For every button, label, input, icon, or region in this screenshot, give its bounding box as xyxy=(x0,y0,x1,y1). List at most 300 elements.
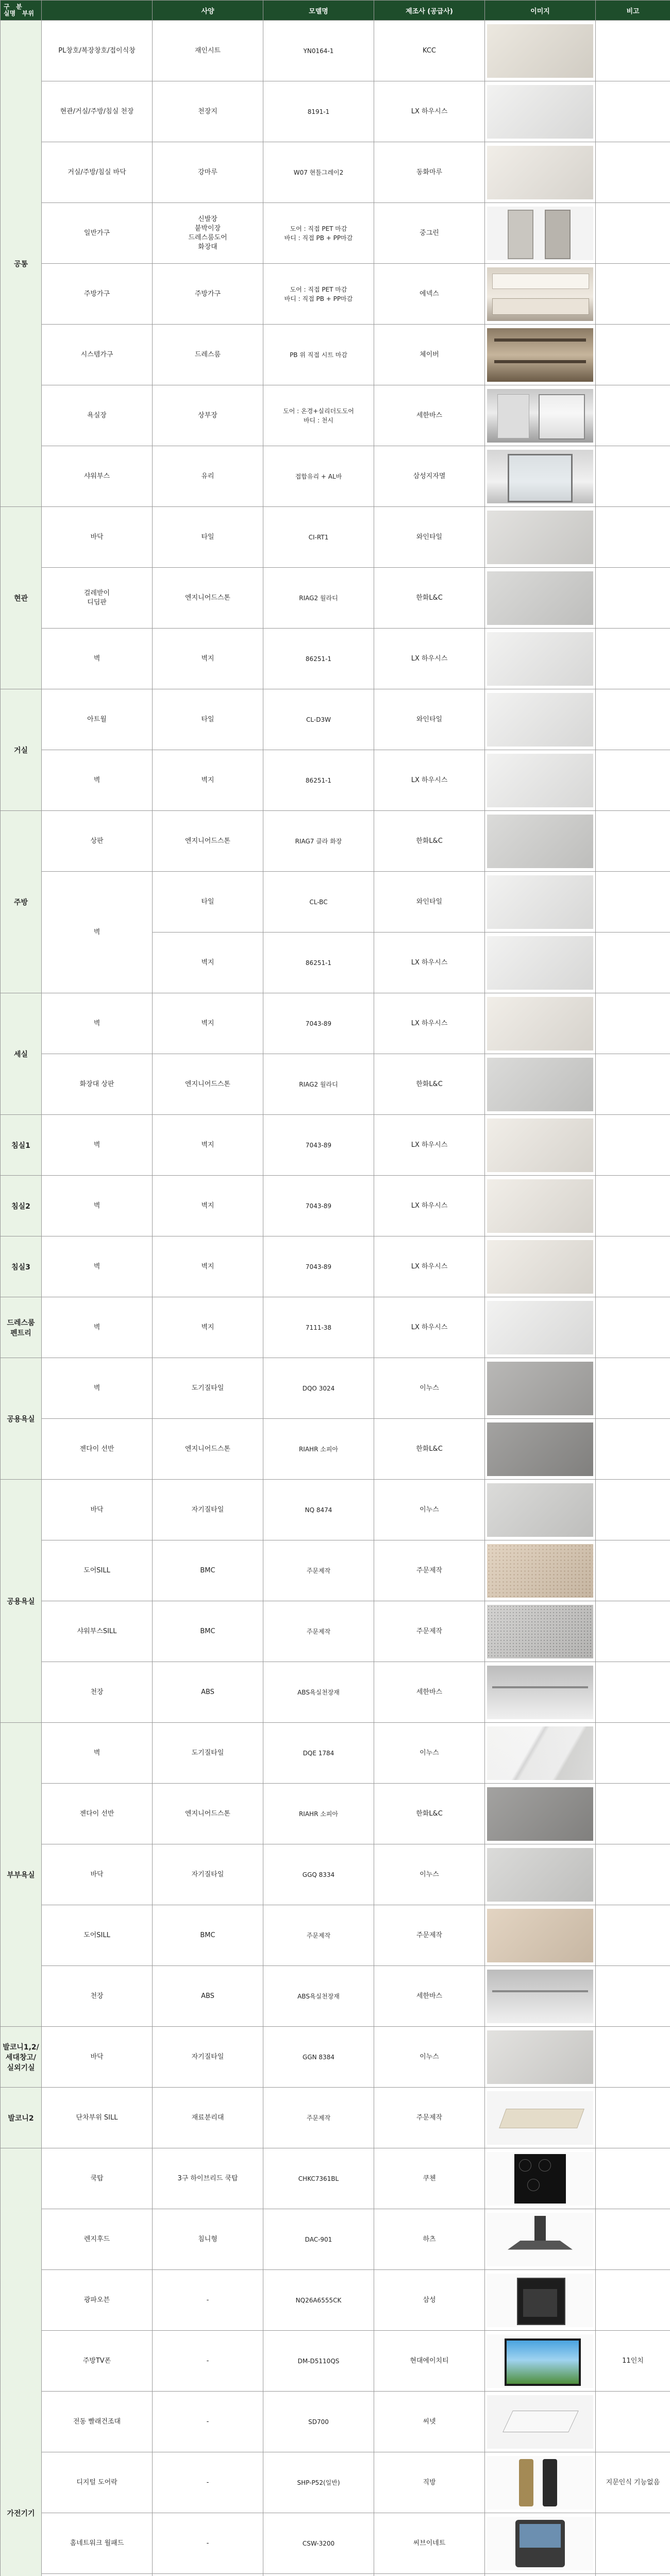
table-row xyxy=(1,1540,670,1601)
image-cell xyxy=(485,1358,596,1419)
material-swatch xyxy=(487,997,593,1050)
hood-icon xyxy=(487,2213,593,2266)
material-swatch xyxy=(487,815,593,868)
model-cell: CI-RT1 xyxy=(263,507,374,568)
part-cell: 벽 xyxy=(42,750,153,811)
part-cell: 벽 xyxy=(42,1115,153,1176)
spec-cell: 재인시트 xyxy=(153,21,263,81)
spec-cell: BMC xyxy=(153,1601,263,1662)
spec-cell: 엔지니어드스톤 xyxy=(153,568,263,629)
table-row xyxy=(1,507,670,568)
note-cell xyxy=(596,2392,670,2452)
part-cell: 상판 xyxy=(42,811,153,872)
note-cell xyxy=(596,1480,670,1540)
model-cell: 도어 : 직접 PET 마감 바디 : 직접 PB + PP마감 xyxy=(263,264,374,325)
model-cell: ABS욕실천장재 xyxy=(263,1662,374,1723)
image-cell xyxy=(485,2331,596,2392)
part-cell: 욕실장 xyxy=(42,385,153,446)
spec-cell: 자기질타일 xyxy=(153,2027,263,2088)
spec-cell: 벽지 xyxy=(153,750,263,811)
part-cell: 바닥 xyxy=(42,507,153,568)
table-row xyxy=(1,2392,670,2452)
part-cell: 거실/주방/침실 바닥 xyxy=(42,142,153,203)
material-swatch xyxy=(487,571,593,625)
material-swatch xyxy=(487,1544,593,1598)
material-swatch xyxy=(487,1362,593,1415)
spec-cell: - xyxy=(153,2270,263,2331)
note-cell xyxy=(596,142,670,203)
note-cell xyxy=(596,2574,670,2576)
note-cell xyxy=(596,1844,670,1905)
table-row xyxy=(1,1297,670,1358)
table-row xyxy=(1,203,670,264)
note-cell xyxy=(596,1966,670,2027)
spec-cell: 벽지 xyxy=(153,1297,263,1358)
material-swatch xyxy=(487,1240,593,1294)
image-cell xyxy=(485,1115,596,1176)
material-swatch xyxy=(487,875,593,929)
material-swatch xyxy=(487,1118,593,1172)
model-cell: RIAG2 월라디 xyxy=(263,1054,374,1115)
image-cell xyxy=(485,1054,596,1115)
note-cell xyxy=(596,933,670,993)
note-cell xyxy=(596,1176,670,1236)
table-row xyxy=(1,1358,670,1419)
note-cell xyxy=(596,81,670,142)
image-cell xyxy=(485,2574,596,2576)
part-cell: 벽 xyxy=(42,1358,153,1419)
spec-cell: 천장지 xyxy=(153,81,263,142)
model-cell: 주문제작 xyxy=(263,2088,374,2148)
model-cell: 7043-89 xyxy=(263,1176,374,1236)
spec-cell: 벽지 xyxy=(153,993,263,1054)
note-cell xyxy=(596,1723,670,1784)
spec-cell: 드레스룸 xyxy=(153,325,263,385)
part-cell: 도어SILL xyxy=(42,1540,153,1601)
maker-cell: 쿠첸 xyxy=(374,2148,485,2209)
model-cell: RIAG7 클라 화장 xyxy=(263,811,374,872)
note-cell xyxy=(596,1297,670,1358)
note-cell xyxy=(596,1419,670,1480)
note-cell xyxy=(596,1115,670,1176)
note-cell xyxy=(596,750,670,811)
model-cell: DQE 1784 xyxy=(263,1723,374,1784)
note-cell xyxy=(596,325,670,385)
maker-cell: LX 하우시스 xyxy=(374,1176,485,1236)
note-cell xyxy=(596,2209,670,2270)
table-row xyxy=(1,629,670,689)
image-cell xyxy=(485,142,596,203)
spec-cell: BMC xyxy=(153,1905,263,1966)
image-cell xyxy=(485,2513,596,2574)
material-swatch xyxy=(487,1483,593,1537)
material-swatch xyxy=(487,1726,593,1780)
maker-cell: 주문제작 xyxy=(374,2088,485,2148)
note-cell xyxy=(596,2513,670,2574)
model-cell: NQ 8474 xyxy=(263,1480,374,1540)
maker-cell: 씨넷 xyxy=(374,2392,485,2452)
image-cell xyxy=(485,1480,596,1540)
part-cell: 도어SILL xyxy=(42,1905,153,1966)
table-row xyxy=(1,2574,670,2576)
note-cell xyxy=(596,2270,670,2331)
material-swatch xyxy=(487,1301,593,1354)
image-cell xyxy=(485,2088,596,2148)
space-cell: 드레스룸 펜트리 xyxy=(1,1297,42,1358)
model-cell: RIAHR 소피아 xyxy=(263,1784,374,1844)
note-cell xyxy=(596,1784,670,1844)
image-cell xyxy=(485,750,596,811)
part-cell: 디지털 도어락 xyxy=(42,2452,153,2513)
maker-cell: 와인타일 xyxy=(374,872,485,933)
material-swatch xyxy=(487,24,593,78)
image-cell xyxy=(485,203,596,264)
material-swatch xyxy=(487,2030,593,2084)
part-cell: 벽 xyxy=(42,1297,153,1358)
spec-cell: - xyxy=(153,2452,263,2513)
maker-cell: 직방 xyxy=(374,2452,485,2513)
header-note: 비고 xyxy=(596,1,670,21)
space-cell: 공용욕실 xyxy=(1,1358,42,1480)
material-swatch xyxy=(487,511,593,564)
maker-cell: 한화L&C xyxy=(374,811,485,872)
model-cell: 86251-1 xyxy=(263,750,374,811)
table-row xyxy=(1,2331,670,2392)
space-cell: 침실3 xyxy=(1,1236,42,1297)
spec-cell: - xyxy=(153,2331,263,2392)
image-cell xyxy=(485,689,596,750)
space-cell: 공통 xyxy=(1,21,42,507)
table-row xyxy=(1,750,670,811)
table-row xyxy=(1,2209,670,2270)
spec-cell: ABS xyxy=(153,1966,263,2027)
part-cell: 천장 xyxy=(42,1966,153,2027)
table-row xyxy=(1,689,670,750)
spec-table-body xyxy=(1,21,670,2576)
table-row xyxy=(1,872,670,933)
note-cell xyxy=(596,1662,670,1723)
model-cell: W07 현틀그레이2 xyxy=(263,142,374,203)
table-row xyxy=(1,1905,670,1966)
part-cell: 화장대 상판 xyxy=(42,1054,153,1115)
maker-cell: 삼성 xyxy=(374,2270,485,2331)
maker-cell: 에넥스 xyxy=(374,264,485,325)
vent-icon xyxy=(487,2395,593,2449)
maker-cell: 한화L&C xyxy=(374,568,485,629)
header-maker: 제조사 (공급사) xyxy=(374,1,485,21)
space-cell: 발코니1,2/ 세대창고/ 실외기실 xyxy=(1,2027,42,2088)
material-swatch xyxy=(487,146,593,199)
lock-icon xyxy=(487,2456,593,2510)
spec-cell: 엔지니어드스톤 xyxy=(153,811,263,872)
table-row xyxy=(1,446,670,507)
spec-cell: 주방가구 xyxy=(153,264,263,325)
header-corner-2: 분 xyxy=(16,3,22,10)
spec-cell: 엔지니어드스톤 xyxy=(153,1419,263,1480)
spec-cell: 벽지 xyxy=(153,1236,263,1297)
table-row xyxy=(1,1236,670,1297)
image-cell xyxy=(485,1540,596,1601)
spec-cell: 엔지니어드스톤 xyxy=(153,1054,263,1115)
spec-cell: 엔지니어드스톤 xyxy=(153,1784,263,1844)
table-row xyxy=(1,1115,670,1176)
tv-icon xyxy=(487,2334,593,2388)
maker-cell: LX 하우시스 xyxy=(374,1236,485,1297)
cooktop-icon xyxy=(487,2152,593,2206)
part-cell: 일반가구 xyxy=(42,203,153,264)
header-space: 실명 xyxy=(4,10,16,17)
maker-cell: LX 하우시스 xyxy=(374,993,485,1054)
spec-cell: 강마루 xyxy=(153,142,263,203)
ceil2-icon xyxy=(487,1666,593,1719)
table-row xyxy=(1,568,670,629)
material-swatch xyxy=(487,1787,593,1841)
spec-cell: 도기질타일 xyxy=(153,1723,263,1784)
space-cell: 거실 xyxy=(1,689,42,811)
space-cell: 가전기기 xyxy=(1,2148,42,2576)
material-swatch xyxy=(487,1058,593,1111)
model-cell: CL-D3W xyxy=(263,689,374,750)
part-cell: PL창호/복장창호/접이식창 xyxy=(42,21,153,81)
image-cell xyxy=(485,1966,596,2027)
model-cell: CL-BC xyxy=(263,872,374,933)
maker-cell: 한화L&C xyxy=(374,1419,485,1480)
maker-cell: 세한바스 xyxy=(374,1662,485,1723)
note-cell xyxy=(596,203,670,264)
shower-icon xyxy=(487,450,593,503)
maker-cell: 하츠 xyxy=(374,2209,485,2270)
image-cell xyxy=(485,1905,596,1966)
part-cell: 젠다이 선반 xyxy=(42,1419,153,1480)
door-icon xyxy=(487,207,593,260)
note-cell: 11인치 xyxy=(596,2331,670,2392)
header-space-part xyxy=(1,1,42,21)
model-cell: GGQ 8334 xyxy=(263,1844,374,1905)
model-cell: YN0164-1 xyxy=(263,21,374,81)
maker-cell xyxy=(374,2574,485,2576)
maker-cell: 씨브이네트 xyxy=(374,2513,485,2574)
table-row xyxy=(1,993,670,1054)
maker-cell: 주문제작 xyxy=(374,1905,485,1966)
part-cell: 벽 xyxy=(42,1723,153,1784)
maker-cell: 세한바스 xyxy=(374,385,485,446)
model-cell: DM-D5110QS xyxy=(263,2331,374,2392)
part-cell: 벽 xyxy=(42,872,153,993)
maker-cell: 와인타일 xyxy=(374,507,485,568)
table-row xyxy=(1,1601,670,1662)
maker-cell: LX 하우시스 xyxy=(374,81,485,142)
wallpad-icon xyxy=(487,2517,593,2570)
maker-cell: 현대에이치티 xyxy=(374,2331,485,2392)
spec-cell: 상부장 xyxy=(153,385,263,446)
image-cell xyxy=(485,933,596,993)
table-row xyxy=(1,325,670,385)
part-cell: 걸레받이 디딤판 xyxy=(42,568,153,629)
image-cell xyxy=(485,1297,596,1358)
table-row xyxy=(1,1844,670,1905)
image-cell xyxy=(485,629,596,689)
table-row xyxy=(1,1419,670,1480)
part-cell: 주방TV폰 xyxy=(42,2331,153,2392)
oven-icon xyxy=(487,2274,593,2327)
sill-icon xyxy=(487,2091,593,2145)
part-cell: 시스템가구 xyxy=(42,325,153,385)
note-cell xyxy=(596,872,670,933)
model-cell: SD700 xyxy=(263,2392,374,2452)
note-cell xyxy=(596,507,670,568)
space-cell: 주방 xyxy=(1,811,42,993)
spec-cell: ABS xyxy=(153,1662,263,1723)
image-cell xyxy=(485,81,596,142)
material-swatch xyxy=(487,1179,593,1233)
header-spec: 사양 xyxy=(153,1,263,21)
model-cell: 주문제작 xyxy=(263,1601,374,1662)
part-cell: 렌지후드 xyxy=(42,2209,153,2270)
material-swatch xyxy=(487,1909,593,1962)
header-row xyxy=(1,1,670,21)
dress-icon xyxy=(487,328,593,382)
note-cell xyxy=(596,2027,670,2088)
space-cell: 발코니2 xyxy=(1,2088,42,2148)
material-swatch xyxy=(487,632,593,686)
model-cell: CHKC7361BL xyxy=(263,2148,374,2209)
ceil2-icon xyxy=(487,1970,593,2023)
image-cell xyxy=(485,325,596,385)
spec-cell: 벽지 xyxy=(153,629,263,689)
model-cell: 주문제작 xyxy=(263,1540,374,1601)
maker-cell: 이누스 xyxy=(374,1844,485,1905)
image-cell xyxy=(485,2148,596,2209)
maker-cell: LX 하우시스 xyxy=(374,750,485,811)
note-cell xyxy=(596,385,670,446)
maker-cell: 삼성지자멸 xyxy=(374,446,485,507)
model-cell: 7043-89 xyxy=(263,1236,374,1297)
part-cell: 단차부위 SILL xyxy=(42,2088,153,2148)
model-cell: ABS욕실천장재 xyxy=(263,1966,374,2027)
note-cell xyxy=(596,21,670,81)
spec-cell: 타일 xyxy=(153,507,263,568)
model-cell: 7043-89 xyxy=(263,993,374,1054)
material-swatch xyxy=(487,1848,593,1902)
model-cell: 도어 : 온경+실리더도도어 바디 : 천시 xyxy=(263,385,374,446)
material-swatch xyxy=(487,754,593,807)
maker-cell: 주문제작 xyxy=(374,1601,485,1662)
image-cell xyxy=(485,1723,596,1784)
spec-cell: 유리 xyxy=(153,446,263,507)
table-row xyxy=(1,2270,670,2331)
maker-cell: 한화L&C xyxy=(374,1054,485,1115)
maker-cell: KCC xyxy=(374,21,485,81)
model-cell: DAC-901 xyxy=(263,2209,374,2270)
maker-cell: 와인타일 xyxy=(374,689,485,750)
spec-cell: 3구 하이브리드 쿡탑 xyxy=(153,2148,263,2209)
image-cell xyxy=(485,1601,596,1662)
image-cell xyxy=(485,568,596,629)
image-cell xyxy=(485,2270,596,2331)
material-swatch xyxy=(487,85,593,139)
image-cell xyxy=(485,811,596,872)
part-cell: 현관/거실/주방/침실 천장 xyxy=(42,81,153,142)
maker-cell: 이누스 xyxy=(374,1723,485,1784)
table-row xyxy=(1,2027,670,2088)
model-cell: SHP-P52(일반) xyxy=(263,2452,374,2513)
table-row xyxy=(1,811,670,872)
table-row xyxy=(1,1662,670,1723)
table-row xyxy=(1,2452,670,2513)
space-cell: 침실1 xyxy=(1,1115,42,1176)
spec-cell: 재료분리대 xyxy=(153,2088,263,2148)
spec-cell: - xyxy=(153,2513,263,2574)
part-cell: 벽 xyxy=(42,1236,153,1297)
image-cell xyxy=(485,2209,596,2270)
space-cell: 현관 xyxy=(1,507,42,689)
model-cell xyxy=(263,2574,374,2576)
image-cell xyxy=(485,2027,596,2088)
image-cell xyxy=(485,385,596,446)
table-row xyxy=(1,81,670,142)
part-cell: 홈네트워크 월패드 xyxy=(42,2513,153,2574)
header-part-col xyxy=(42,1,153,21)
image-cell xyxy=(485,872,596,933)
note-cell xyxy=(596,264,670,325)
table-row xyxy=(1,2148,670,2209)
space-cell: 부부욕실 xyxy=(1,1723,42,2027)
image-cell xyxy=(485,2452,596,2513)
spec-cell: 도기질타일 xyxy=(153,1358,263,1419)
spec-cell: 신발장 붙박이장 드레스룸도어 화장대 xyxy=(153,203,263,264)
maker-cell: LX 하우시스 xyxy=(374,629,485,689)
spec-cell: 벽지 xyxy=(153,1115,263,1176)
model-cell: 8191-1 xyxy=(263,81,374,142)
header-model: 모델명 xyxy=(263,1,374,21)
note-cell xyxy=(596,446,670,507)
maker-cell: LX 하우시스 xyxy=(374,1297,485,1358)
table-row xyxy=(1,21,670,81)
space-cell: 침실2 xyxy=(1,1176,42,1236)
image-cell xyxy=(485,1419,596,1480)
maker-cell: 세한바스 xyxy=(374,1966,485,2027)
part-cell: 광파오븐 xyxy=(42,2270,153,2331)
image-cell xyxy=(485,21,596,81)
image-cell xyxy=(485,1176,596,1236)
maker-cell: 중그린 xyxy=(374,203,485,264)
part-cell: 벽 xyxy=(42,993,153,1054)
image-cell xyxy=(485,264,596,325)
part-cell xyxy=(42,2574,153,2576)
spec-cell xyxy=(153,2574,263,2576)
table-row xyxy=(1,1176,670,1236)
maker-cell: 이누스 xyxy=(374,1358,485,1419)
part-cell: 바닥 xyxy=(42,1844,153,1905)
note-cell xyxy=(596,689,670,750)
part-cell: 주방가구 xyxy=(42,264,153,325)
image-cell xyxy=(485,1662,596,1723)
image-cell xyxy=(485,2392,596,2452)
note-cell: 지문인식 기능없음 xyxy=(596,2452,670,2513)
header-image: 이미지 xyxy=(485,1,596,21)
spec-cell: - xyxy=(153,2392,263,2452)
note-cell xyxy=(596,629,670,689)
part-cell: 샤워부스SILL xyxy=(42,1601,153,1662)
table-row xyxy=(1,2088,670,2148)
model-cell: RIAG2 월라디 xyxy=(263,568,374,629)
note-cell xyxy=(596,1905,670,1966)
material-swatch xyxy=(487,936,593,990)
spec-cell: 타일 xyxy=(153,689,263,750)
image-cell xyxy=(485,507,596,568)
model-cell: 도어 : 직접 PET 마감 바디 : 직접 PB + PP마감 xyxy=(263,203,374,264)
spec-cell: 벽지 xyxy=(153,1176,263,1236)
